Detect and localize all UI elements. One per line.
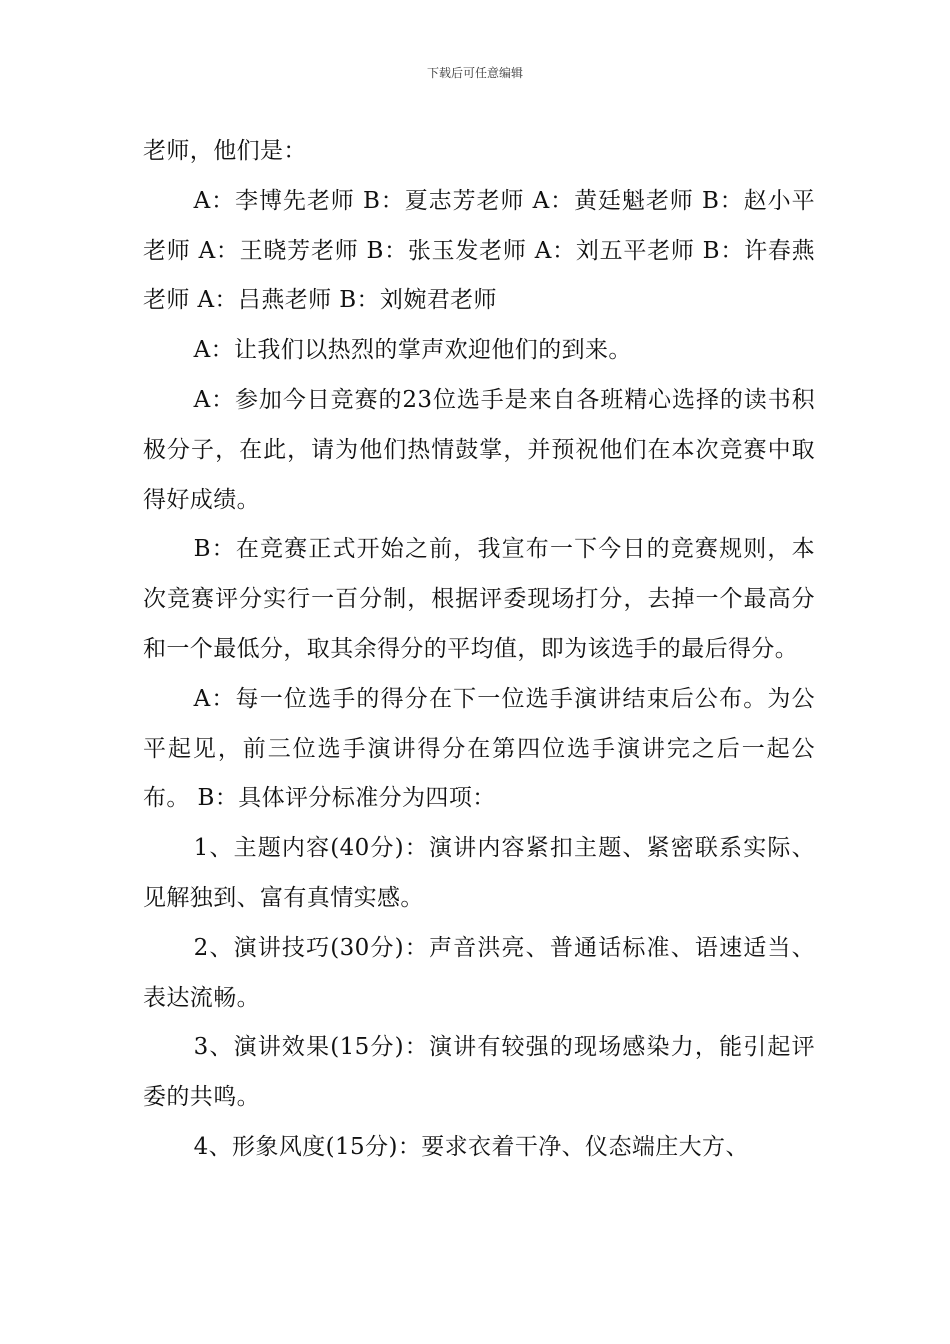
paragraph-criterion-appearance: 4、形象风度(15分)：要求衣着干净、仪态端庄大方、: [193, 1133, 749, 1160]
paragraph-teacher-list: A：李博先老师 B：夏志芳老师 A：黄廷魁老师 B：赵小平老师 A：王晓芳老师 B：张玉发老师 A：刘五平老师 B：许春燕老师 A：吕燕老师 B：刘婉君老师: [143, 187, 815, 314]
page-header: 下载后可任意编辑: [426, 66, 523, 80]
paragraph-criterion-content: 1、主题内容(40分)：演讲内容紧扣主题、紧密联系实际、见解独到、富有真情实感。: [143, 835, 815, 911]
paragraph-score-announcement: A：每一位选手的得分在下一位选手演讲结束后公布。为公平起见，前三位选手演讲得分在第四位选手演讲完之后一起公布。 B：具体评分标准分为四项：: [143, 685, 815, 812]
paragraph-rules: B：在竞赛正式开始之前，我宣布一下今日的竞赛规则，本次竞赛评分实行一百分制，根据评委现场打分，去掉一个最高分和一个最低分，取其余得分的平均值，即为该选手的最后得分。: [143, 536, 815, 662]
document-body: [143, 127, 815, 1173]
paragraph-criterion-skill: 2、演讲技巧(30分)：声音洪亮、普通话标准、语速适当、表达流畅。: [143, 934, 815, 1011]
paragraph-contestants: A：参加今日竞赛的23位选手是来自各班精心选择的读书积极分子，在此，请为他们热情鼓掌，并预祝他们在本次竞赛中取得好成绩。: [143, 386, 815, 513]
paragraph-criterion-effect: 3、演讲效果(15分)：演讲有较强的现场感染力，能引起评委的共鸣。: [143, 1034, 815, 1111]
paragraph-welcome: A：让我们以热烈的掌声欢迎他们的到来。: [193, 337, 632, 364]
paragraph-intro: 老师，他们是：: [143, 138, 307, 164]
